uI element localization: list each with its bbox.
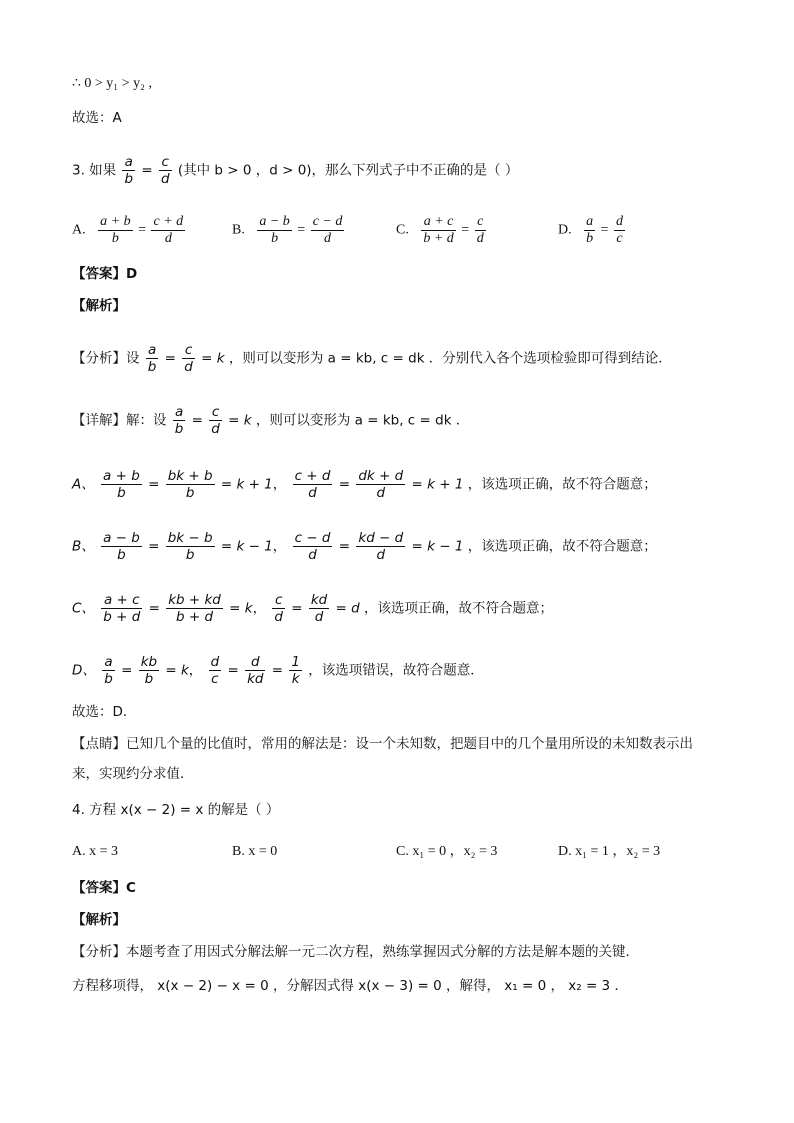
key-point-3-line1: 【点睛】已知几个量的比值时，常用的解法是：设一个未知数，把题目中的几个量用所设的未知数表示出 — [72, 736, 693, 752]
analysis-label-3: 【解析】 — [72, 298, 126, 314]
option-c: C. $\frac{a + c}{b + d}$ = $\frac{c}{d}$ — [396, 214, 484, 246]
analysis-label-4: 【解析】 — [72, 912, 126, 928]
q4-option-d: D. x₁ = 1 ，x₂ = 3 — [558, 844, 661, 859]
conclusion-line: ∴ 0 > y₁ > y₂ , — [72, 76, 152, 91]
question-4: 4. 方程 x(x − 2) = x 的解是（ ） — [72, 802, 280, 818]
option-b: B. $\frac{a - b}{b}$ = $\frac{c - d}{d}$ — [232, 214, 343, 246]
pick-3: 故选：D． — [72, 704, 137, 720]
q4-option-b: B. x = 0 — [232, 844, 278, 859]
solution-4: 方程移项得， x(x − 2) − x = 0 ，分解因式得 x(x − 3) = 0 ，解得， x₁ = 0 ， x₂ = 3 ． — [72, 978, 628, 994]
q4-option-a: A. x = 3 — [72, 844, 119, 859]
answer-choice-line: 故选：A — [72, 110, 122, 126]
analysis-3: 【分析】设 $\frac{a}{b}$ = $\frac{c}{d}$ = k ，则可以变形为 a = kb, c = dk ．分别代入各个选项检验即可得到结论． — [72, 342, 672, 375]
q4-option-c: C. x₁ = 0 ，x₂ = 3 — [396, 844, 498, 859]
answer-label-3: 【答案】D — [72, 266, 138, 282]
detail-row-d: D、 $\frac{a}{b}$ = $\frac{kb}{b}$ = k， $\frac{d}{c}$ = $\frac{d}{kd}$ = $\frac{1}{k}$ ，该选项错误，故符合题意． — [72, 654, 484, 687]
question-3: 3. 如果 $\frac{a}{b}$ = $\frac{c}{d}$ (其中 b > 0 ，d > 0)，那么下列式子中不正确的是（ ） — [72, 154, 519, 187]
answer-label-4: 【答案】C — [72, 880, 136, 896]
detail-3: 【详解】解：设 $\frac{a}{b}$ = $\frac{c}{d}$ = k ，则可以变形为 a = kb, c = dk ． — [72, 404, 470, 437]
detail-row-c: C、 $\frac{a + c}{b + d}$ = $\frac{kb + kd}{b + d}$ = k， $\frac{c}{d}$ = $\frac{kd}{d}$ = d ，该选项正确，故不符合题意； — [72, 592, 554, 625]
detail-row-b: B、 $\frac{a - b}{b}$ = $\frac{bk - b}{b}$ = k − 1， $\frac{c - d}{d}$ = $\frac{kd - d}{d}$ = k − 1 ，该选项正确，故不符合题意； — [72, 530, 657, 563]
fraction-c-over-d: $\frac{c}{d}$ — [160, 154, 170, 187]
key-point-3-line2: 来，实现约分求值． — [72, 766, 194, 782]
fraction-a-over-b: $\frac{a}{b}$ — [124, 154, 134, 187]
option-a: A. $\frac{a + b}{b}$ = $\frac{c + d}{d}$ — [72, 214, 184, 246]
option-d: D. $\frac{a}{b}$ = $\frac{d}{c}$ — [558, 214, 624, 246]
detail-row-a: A、 $\frac{a + b}{b}$ = $\frac{bk + b}{b}$ = k + 1， $\frac{c + d}{d}$ = $\frac{dk + d}{d}$ = k + 1 ，该选项正确，故不符合题意； — [72, 468, 657, 501]
analysis-4: 【分析】本题考查了用因式分解法解一元二次方程，熟练掌握因式分解的方法是解本题的关键． — [72, 944, 639, 960]
